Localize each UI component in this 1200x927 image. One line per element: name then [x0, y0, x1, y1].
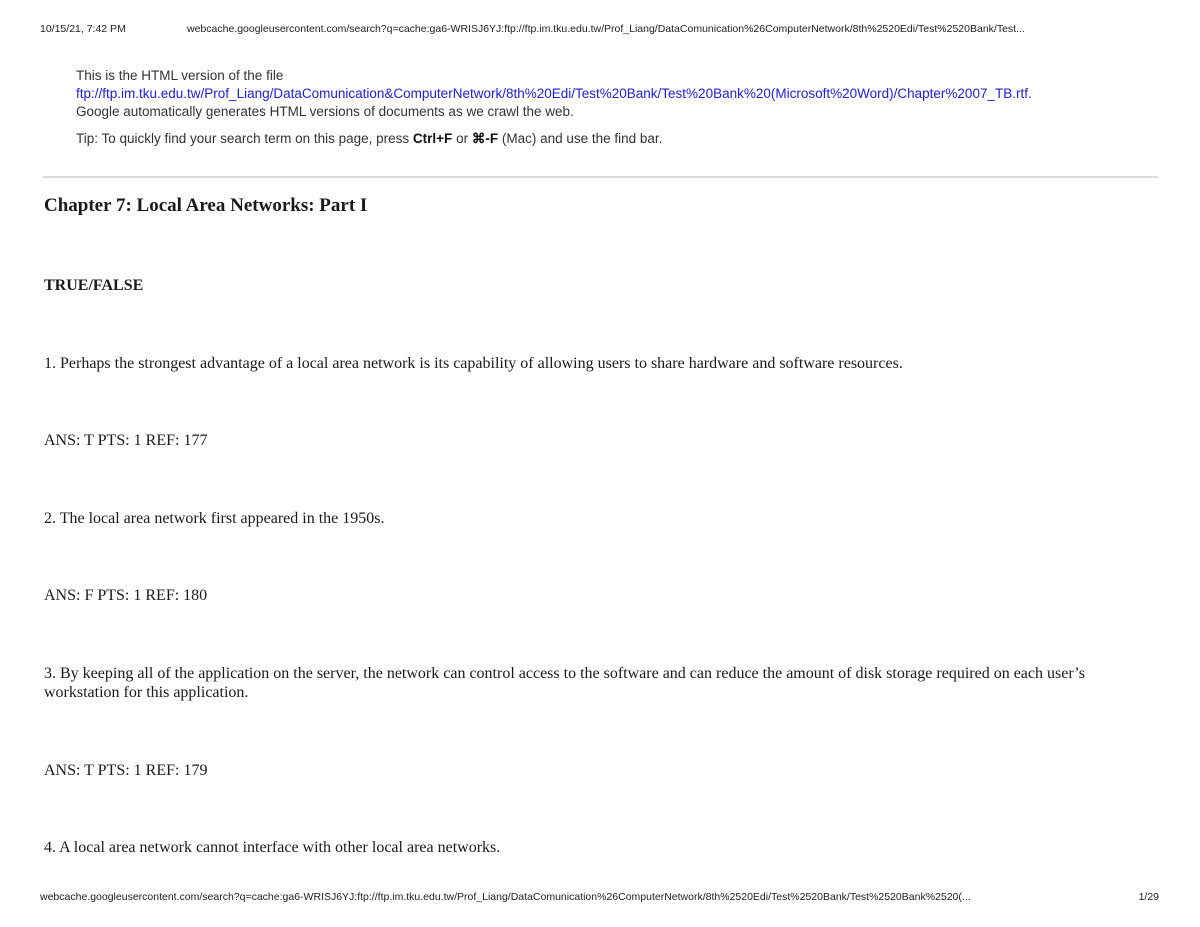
question-text: 2. The local area network first appeared in the 1950s. — [44, 510, 385, 527]
tip-or: or — [452, 131, 472, 146]
chapter-title: Chapter 7: Local Area Networks: Part I — [44, 195, 368, 216]
tip-suffix: (Mac) and use the find bar. — [498, 131, 663, 146]
tip-key-ctrl-f: Ctrl+F — [412, 131, 453, 146]
cached-file-link[interactable]: ftp://ftp.im.tku.edu.tw/Prof_Liang/DataComunication&ComputerNetwork/8th%20Edi/Test%20Bank/Test%20Bank%20(Microsoft%20Word)/Chapter%2007_TB.rtf. — [76, 86, 1032, 101]
find-tip — [76, 130, 1166, 148]
cache-notice-intro: This is the HTML version of the file — [76, 68, 284, 83]
answer-line: ANS: T PTS: 1 REF: 177 — [44, 432, 208, 449]
print-header-url: webcache.googleusercontent.com/search?q=cache:ga6-WRISJ6YJ:ftp://ftp.im.tku.edu.tw/Prof_Liang/DataComunication%26ComputerNetwork/8th%2520Edi/Test%2520Bank/Test... — [187, 23, 1025, 35]
question-text: 3. By keeping all of the application on the server, the network can control access to the software and can reduce the amount of disk storage required on each user’s workstation for this application. — [44, 665, 1085, 701]
page-number: 1/29 — [1138, 891, 1159, 903]
cache-notice-explanation: Google automatically generates HTML versions of documents as we crawl the web. — [76, 104, 574, 119]
tip-key-cmd-f: ⌘-F — [471, 131, 499, 146]
question-text: 4. A local area network cannot interface with other local area networks. — [44, 839, 501, 856]
print-datetime: 10/15/21, 7:42 PM — [40, 23, 126, 35]
cache-notice — [76, 67, 1166, 148]
divider — [43, 176, 1158, 178]
answer-line: ANS: T PTS: 1 REF: 179 — [44, 762, 208, 779]
answer-line: ANS: F PTS: 1 REF: 180 — [44, 587, 208, 604]
print-footer-url: webcache.googleusercontent.com/search?q=cache:ga6-WRISJ6YJ:ftp://ftp.im.tku.edu.tw/Prof_Liang/DataComunication%26ComputerNetwork/8th%2520Edi/Test%2520Bank/Test%2520Bank%2520(... — [40, 891, 971, 903]
tip-prefix: Tip: To quickly find your search term on this page, press — [76, 131, 413, 146]
question-text: 1. Perhaps the strongest advantage of a local area network is its capability of allowing users to share hardware and software resources. — [44, 355, 903, 372]
section-title: TRUE/FALSE — [44, 277, 144, 294]
